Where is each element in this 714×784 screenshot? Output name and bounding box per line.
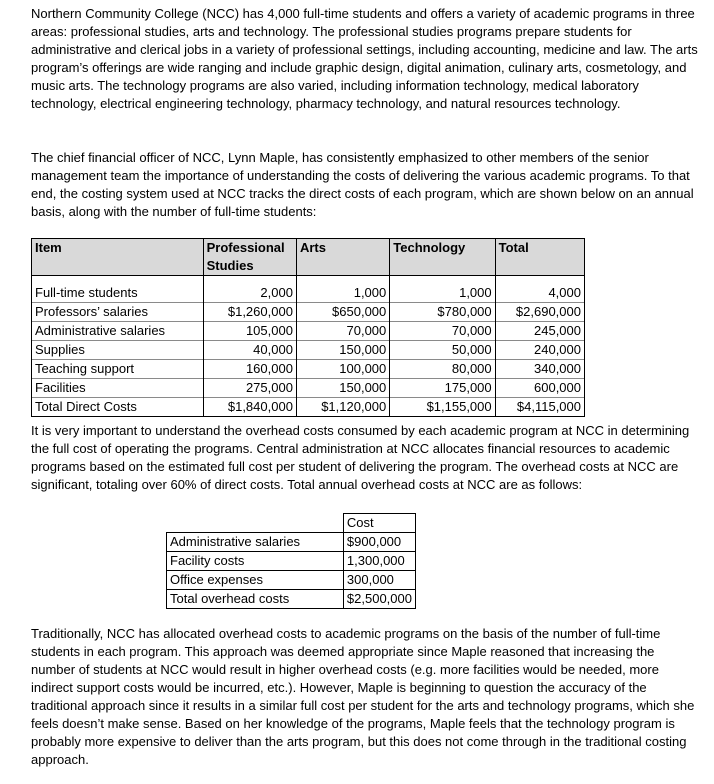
cell-value: 70,000 [296, 322, 389, 341]
header-item: Item [32, 239, 204, 276]
cell-value: 4,000 [495, 284, 584, 303]
cell-value: $650,000 [296, 303, 389, 322]
header-arts: Arts [296, 239, 389, 276]
table-row [32, 379, 585, 398]
cell-value: 245,000 [495, 322, 584, 341]
table-row [167, 533, 416, 552]
table-row [167, 552, 416, 571]
row-label: Professors’ salaries [32, 303, 204, 322]
total-row [32, 398, 585, 417]
cell-value: $2,690,000 [495, 303, 584, 322]
cell-value: 2,000 [203, 284, 296, 303]
cell-value: $1,120,000 [296, 398, 389, 417]
cell-value: 275,000 [203, 379, 296, 398]
row-label: Total overhead costs [167, 590, 344, 609]
cfo-paragraph: The chief financial officer of NCC, Lynn Maple, has consistently emphasized to other members of the senior management team the importance of understanding the costs of delivering the various academic programs. To that end, the costing system used at NCC tracks the direct costs of each program, which are shown below on an annual basis, along with the number of full-time students: [31, 150, 694, 219]
row-label: Administrative salaries [167, 533, 344, 552]
cell-value: 150,000 [296, 341, 389, 360]
header-technology: Technology [390, 239, 495, 276]
cell-value: 50,000 [390, 341, 495, 360]
cell-value: 600,000 [495, 379, 584, 398]
cell-value: $1,840,000 [203, 398, 296, 417]
row-label: Supplies [32, 341, 204, 360]
total-row [167, 590, 416, 609]
direct-costs-table [31, 238, 585, 417]
cell-value: 1,000 [390, 284, 495, 303]
cell-value: $1,260,000 [203, 303, 296, 322]
intro-paragraph: Northern Community College (NCC) has 4,000 full-time students and offers a variety of academic programs in three areas: professional studies, arts and technology. The professional studies programs prepare students for administrative and clerical jobs in a variety of professional settings, including accounting, medicine and law. The arts program’s offerings are wide ranging and include graphic design, digital animation, culinary arts, cosmetology, and music arts. The technology programs are also varied, including information technology, medical laboratory technology, electrical engineering technology, pharmacy technology, and natural resources technology. [31, 6, 698, 111]
table-row [32, 360, 585, 379]
cell-value: 100,000 [296, 360, 389, 379]
row-label: Facilities [32, 379, 204, 398]
cell-value: 300,000 [343, 571, 415, 590]
cell-value: $4,115,000 [495, 398, 584, 417]
table-header-row [32, 239, 585, 276]
cell-value: 160,000 [203, 360, 296, 379]
cell-value: 1,300,000 [343, 552, 415, 571]
header-cost: Cost [343, 514, 415, 533]
header-total: Total [495, 239, 584, 276]
table-row [32, 284, 585, 303]
cell-value: 105,000 [203, 322, 296, 341]
cell-value: $2,500,000 [343, 590, 415, 609]
overhead-costs-table [166, 513, 416, 609]
row-label: Office expenses [167, 571, 344, 590]
cell-value: 80,000 [390, 360, 495, 379]
cell-value: 240,000 [495, 341, 584, 360]
table-header-row [167, 514, 416, 533]
cell-value: 175,000 [390, 379, 495, 398]
cell-value: $780,000 [390, 303, 495, 322]
row-label: Facility costs [167, 552, 344, 571]
row-label: Total Direct Costs [32, 398, 204, 417]
cell-value: 340,000 [495, 360, 584, 379]
cell-value: 40,000 [203, 341, 296, 360]
cell-value: 70,000 [390, 322, 495, 341]
row-label: Teaching support [32, 360, 204, 379]
row-label: Full-time students [32, 284, 204, 303]
cell-value: 150,000 [296, 379, 389, 398]
overhead-paragraph: It is very important to understand the overhead costs consumed by each academic program at NCC in determining the full cost of operating the programs. Central administration at NCC allocates financial resources to academic programs based on the estimated full cost per student of delivering the program. The overhead costs at NCC are significant, totaling over 60% of direct costs. Total annual overhead costs at NCC are as follows: [31, 423, 690, 492]
table-row [167, 571, 416, 590]
cell-value: $900,000 [343, 533, 415, 552]
table-row [32, 341, 585, 360]
table-row [32, 303, 585, 322]
row-label: Administrative salaries [32, 322, 204, 341]
cell-value: 1,000 [296, 284, 389, 303]
traditional-approach-paragraph: Traditionally, NCC has allocated overhead costs to academic programs on the basis of the number of full-time students in each program. This approach was deemed appropriate since Maple reasoned that increasing the number of students at NCC would result in higher overhead costs (e.g. more facilities would be needed, more indirect support costs would be incurred, etc.). However, Maple is beginning to question the accuracy of the traditional approach since it results in a similar full cost per student for the arts and technology programs, which she feels doesn’t make sense. Based on her knowledge of the programs, Maple feels that the technology program is probably more expensive to deliver than the arts program, but this does not come through in the traditional costing approach. [31, 626, 695, 767]
spacer-row [32, 276, 585, 285]
table-row [32, 322, 585, 341]
header-professional-studies: Professional Studies [203, 239, 296, 276]
cell-value: $1,155,000 [390, 398, 495, 417]
